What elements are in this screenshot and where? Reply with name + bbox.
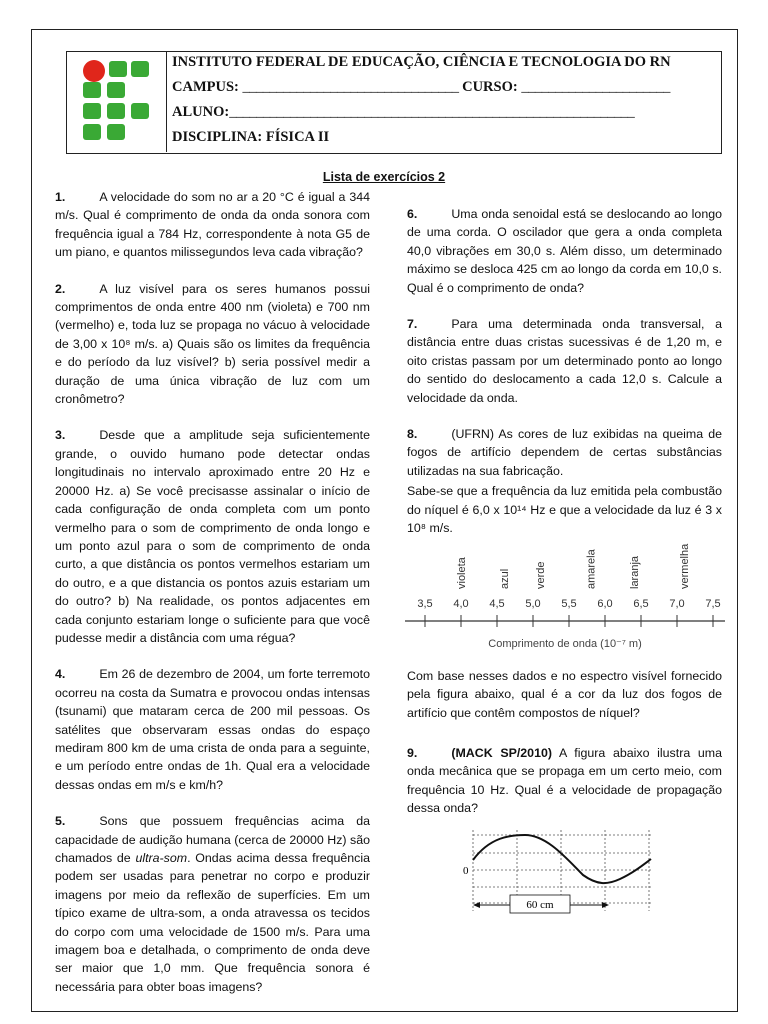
question-3 [55,426,370,647]
question-7 [407,315,722,407]
header-table [66,51,722,154]
spectrum-color-label: vermelha [679,543,692,589]
question-8-prompt [407,667,722,722]
question-emphasis: ultra-som [135,851,188,865]
spectrum-tick-label: 4,5 [489,598,505,610]
list-title: Lista de exercícios 2 [322,170,446,184]
question-number: 7. [407,317,418,332]
question-8 [407,425,722,537]
campus-field[interactable]: ________________________________ [242,79,459,95]
spectrum-color-label: azul [499,568,512,589]
question-text: Com base nesses dados e no espectro visível fornecido pela figura abaixo, qual é a cor da luz dos fogos de artifício que contêm compostos de níquel? [407,669,722,720]
question-4 [55,665,370,794]
spectrum-color-label: verde [535,561,548,589]
curso-label: CURSO: [462,79,518,95]
question-2 [55,280,370,409]
logo-cell [67,52,167,152]
question-number: 5. [55,814,66,829]
wave-curve [473,835,651,883]
question-5 [55,812,370,996]
spectrum-tick-label: 6,0 [597,598,613,610]
spectrum-tick-label: 5,0 [525,598,541,610]
question-1 [55,188,370,262]
question-number: 9. [407,746,418,760]
spectrum-color-label: laranja [628,555,641,589]
spectrum-tick-label: 6,5 [633,598,649,610]
question-text: Uma onda senoidal está se deslocando ao longo de uma corda. O oscilador que gera a onda completa 40,0 vibrações em 30,0 s. Além disso, um determinado máximo se desloca 425 cm ao longo da corda em 10,0 s. Qual é o comprimento de onda? [407,207,722,295]
question-text-continued: . Ondas acima dessa frequência podem ser usadas para penetrar no corpo e produzir imagens por meio da reflexão de superfícies. Em um típico exame de ultra-som, a onda atravessa os tecidos do corpo com uma velocidade de 1500 m/s. Para uma imagem boa e detalhada, o comprimento de onda deve ser maior que 1,0 mm. Que frequência sonora é necessária para obter boas imagens? [55,851,371,994]
spectrum-tick-label: 3,5 [417,598,433,610]
question-text: A figura abaixo ilustra uma onda mecânica que se propaga em um certo meio, com frequência 10 Hz. Qual é a velocidade de propagação dessa onda? [407,746,723,816]
question-text: (UFRN) As cores de luz exibidas na queima de fogos de artifício dependem de certas substâncias utilizadas na sua fabricação. [407,427,722,478]
spectrum-tick-label: 5,5 [561,598,577,610]
disciplina-line: DISCIPLINA: FÍSICA II [172,129,330,145]
institution-name: INSTITUTO FEDERAL DE EDUCAÇÃO, CIÊNCIA E TECNOLOGIA DO RN [172,54,671,70]
question-9 [407,744,722,818]
question-number: 3. [55,428,66,443]
spectrum-tick-label: 7,0 [669,598,685,610]
question-source: (MACK SP/2010) [451,746,552,760]
aluno-line [172,104,634,121]
question-text: Em 26 de dezembro de 2004, um forte terremoto ocorreu na costa da Sumatra e provocou ondas intensas (tsunami) que mataram cerca de 200 mil pessoas. Os satélites que observaram essas ondas do espaço mediram 800 km de uma crista de onda para a seguinte, e um período entre ondas de 1h. Qual era a velocidade dessas ondas em m/s e km/h? [55,667,370,792]
wave-origin-label: 0 [463,865,469,877]
campus-label: CAMPUS: [172,79,239,95]
question-number: 1. [55,190,66,204]
question-text: Sons que possuem frequências acima da capacidade de audição humana (cerca de 20000 Hz) são chamados de [55,814,370,865]
question-text: A velocidade do som no ar a 20 °C é igual a 344 m/s. Qual é comprimento de onda da onda sonora com frequência igual a 784 Hz, correspondente à nota G5 de um piano, e quantos milissegundos leva cada vibração? [55,190,370,260]
visible-spectrum-figure [400,535,730,655]
question-text: Desde que a amplitude seja suficientemente grande, o ouvido humano pode detectar ondas longitudinais no intervalo aproximado entre 20 Hz e 20000 Hz. a) Se você precisasse assinalar o início de cada configuração de onda completa com um ponto vermelho para o som de comprimento de onda longo e um ponto azul para o som de comprimento de onda curto, a que distância os pontos vermelhos estariam um do outro, e a que distancia os pontos azuis estariam um do outro? b) Na realidade, os pontos adjacentes em cada conjunto estariam longe o suficiente para que você pudesse medir a distância com uma régua? [55,428,370,645]
spectrum-axis-label: Comprimento de onda (10⁻⁷ m) [488,638,642,650]
question-8-data: Sabe-se que a frequência da luz emitida pela combustão do níquel é 6,0 x 10¹⁴ Hz e que a velocidade da luz é 3 x 10⁸ m/s. [407,484,722,536]
curso-field[interactable]: ______________________ [521,79,670,95]
right-column [407,205,722,538]
wave-figure [455,825,655,915]
question-number: 8. [407,427,418,442]
distance-label: 60 cm [526,899,554,911]
spectrum-tick-label: 4,0 [453,598,469,610]
question-text: Para uma determinada onda transversal, a distância entre duas cristas sucessivas é de 1,20 m, e oito cristas passam por um determinado ponto ao longo do sentido do deslocamento a cada 12,0 s. Calcule a velocidade da onda. [407,317,722,405]
aluno-field[interactable]: ____________________________________________________________ [229,104,635,120]
campus-line [172,79,670,96]
question-number: 6. [407,207,418,221]
aluno-label: ALUNO: [172,104,230,120]
spectrum-color-label: violeta [456,557,468,589]
left-column [55,188,370,996]
spectrum-color-label: amarela [585,549,598,589]
question-text: A luz visível para os seres humanos possui comprimentos de onda entre 400 nm (violeta) e 700 nm (vermelho) e, toda luz se propaga no vácuo à velocidade de 3,00 x 10⁸ m/s. a) Quais são os limites da frequência e do período da luz visível? b) seria possível medir a duração de uma única vibração de luz com um cronômetro? [55,281,370,407]
spectrum-tick-label: 7,5 [705,598,721,610]
question-number: 2. [55,281,66,296]
question-number: 4. [55,667,66,682]
institution-logo [81,59,151,144]
question-6 [407,205,722,297]
